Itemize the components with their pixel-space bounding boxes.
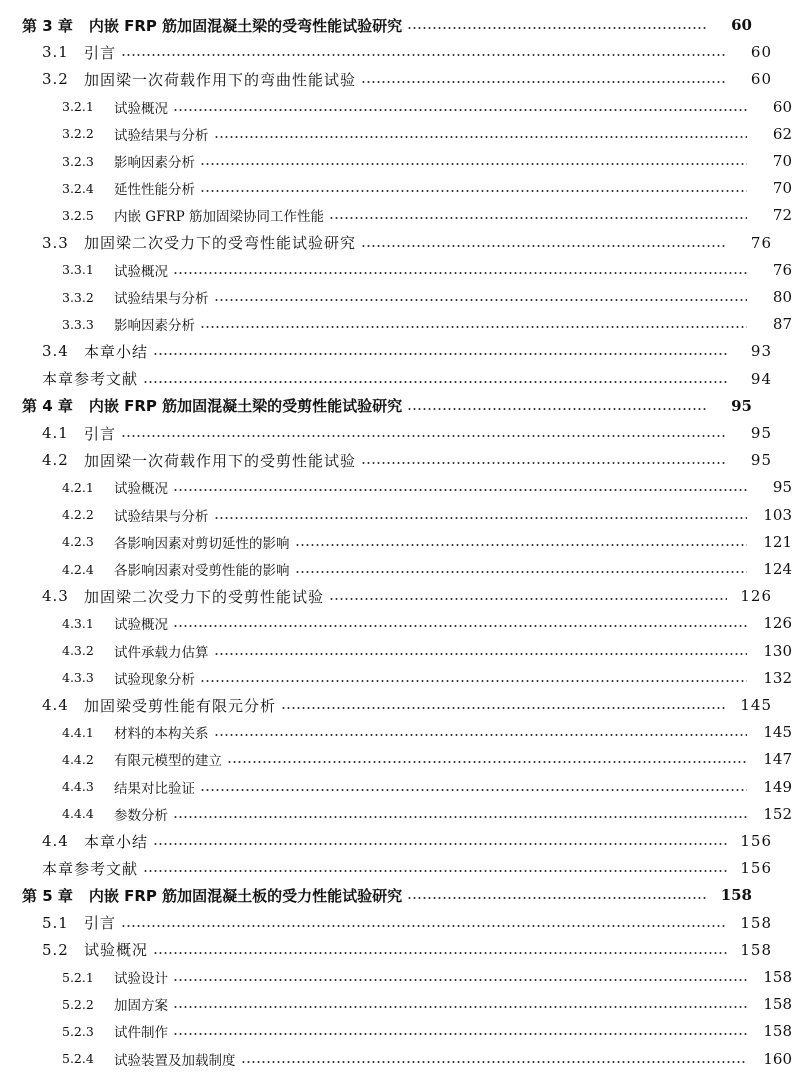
dot-leader bbox=[214, 653, 748, 655]
toc-entry-title: 试验概况 bbox=[114, 263, 168, 280]
toc-entry-sub bbox=[0, 202, 812, 228]
dot-leader bbox=[173, 1006, 747, 1008]
toc-entry-page-number: 158 bbox=[763, 1022, 792, 1041]
toc-entry-sub bbox=[0, 801, 812, 827]
toc-entry-page-number: 124 bbox=[763, 560, 792, 578]
toc-entry-sub bbox=[0, 774, 812, 800]
toc-entry-refs bbox=[0, 366, 792, 392]
toc-entry-page-number: 145 bbox=[763, 723, 792, 742]
toc-entry-number: 3.2.1 bbox=[62, 99, 94, 115]
dot-leader bbox=[200, 680, 747, 682]
toc-entry-number: 3.2.4 bbox=[62, 180, 94, 196]
dot-leader bbox=[295, 571, 748, 573]
toc-entry-number: 3.3.2 bbox=[62, 289, 94, 305]
toc-entry-section bbox=[0, 692, 792, 718]
toc-entry-sub bbox=[0, 556, 812, 582]
toc-entry-number: 4.1 bbox=[42, 424, 69, 442]
toc-entry-title: 试验概况 bbox=[114, 617, 168, 634]
toc-entry-number: 4.2.1 bbox=[62, 479, 94, 495]
dot-leader bbox=[214, 517, 748, 519]
toc-entry-number: 3.2.5 bbox=[62, 207, 94, 223]
toc-entry-title: 试验结果与分析 bbox=[114, 508, 209, 525]
toc-entry-sub bbox=[0, 719, 812, 745]
dot-leader bbox=[173, 109, 747, 111]
toc-entry-page-number: 126 bbox=[740, 587, 772, 606]
toc-entry-page-number: 60 bbox=[731, 16, 752, 34]
dot-leader bbox=[241, 1061, 748, 1063]
toc-entry-title: 试件承载力估算 bbox=[114, 644, 209, 661]
toc-entry-page-number: 60 bbox=[772, 97, 792, 116]
toc-entry-title: 加固梁二次受力下的受弯性能试验研究 bbox=[84, 234, 357, 253]
dot-leader bbox=[143, 870, 727, 872]
toc-entry-sub bbox=[0, 610, 812, 636]
toc-entry-chapter bbox=[0, 393, 772, 419]
toc-entry-number: 3.2.3 bbox=[62, 153, 94, 169]
toc-entry-title: 本章参考文献 bbox=[42, 370, 139, 389]
toc-entry-title: 内嵌 FRP 筋加固混凝土梁的受弯性能试验研究 bbox=[88, 16, 403, 35]
toc-entry-section bbox=[0, 447, 792, 473]
dot-leader bbox=[121, 925, 727, 927]
toc-entry-sub bbox=[0, 964, 812, 990]
dot-leader bbox=[214, 136, 748, 138]
toc-entry-number: 5.2.4 bbox=[62, 1051, 94, 1067]
toc-entry-title: 参数分析 bbox=[114, 807, 168, 824]
toc-entry-title: 试件制作 bbox=[114, 1025, 168, 1042]
toc-entry-number: 第 4 章 bbox=[22, 397, 73, 416]
toc-entry-title: 试验结果与分析 bbox=[114, 291, 209, 307]
toc-entry-page-number: 72 bbox=[772, 206, 792, 225]
toc-entry-section bbox=[0, 230, 792, 256]
toc-entry-title: 影响因素分析 bbox=[114, 155, 195, 171]
dot-leader bbox=[173, 816, 747, 818]
toc-entry-title: 试验概况 bbox=[84, 941, 149, 960]
dot-leader bbox=[295, 544, 748, 546]
toc-entry-title: 各影响因素对受剪性能的影响 bbox=[114, 563, 290, 579]
toc-entry-page-number: 103 bbox=[763, 505, 792, 524]
toc-entry-number: 4.2 bbox=[42, 451, 69, 470]
dot-leader bbox=[173, 979, 747, 981]
toc-entry-sub bbox=[0, 257, 812, 283]
dot-leader bbox=[200, 326, 747, 328]
toc-entry-sub bbox=[0, 284, 812, 310]
toc-entry-title: 有限元模型的建立 bbox=[114, 753, 222, 770]
toc-entry-title: 延性性能分析 bbox=[114, 182, 195, 199]
toc-entry-page-number: 95 bbox=[772, 478, 792, 497]
toc-entry-sub bbox=[0, 638, 812, 664]
toc-entry-section bbox=[0, 583, 792, 609]
toc-entry-page-number: 60 bbox=[750, 70, 772, 89]
dot-leader bbox=[329, 598, 727, 600]
toc-entry-number: 5.2.3 bbox=[62, 1023, 94, 1039]
dot-leader bbox=[214, 734, 748, 736]
toc-entry-sub bbox=[0, 474, 812, 500]
toc-entry-page-number: 156 bbox=[740, 859, 772, 878]
toc-entry-section bbox=[0, 828, 792, 854]
toc-entry-page-number: 121 bbox=[763, 532, 792, 551]
toc-entry-number: 4.4 bbox=[42, 832, 69, 850]
toc-entry-title: 试验概况 bbox=[114, 481, 168, 498]
toc-entry-title: 影响因素分析 bbox=[114, 318, 195, 335]
toc-entry-page-number: 158 bbox=[720, 886, 752, 905]
toc-entry-title: 本章小结 bbox=[84, 832, 149, 851]
toc-entry-number: 4.2.4 bbox=[62, 561, 94, 577]
toc-entry-sub bbox=[0, 148, 812, 174]
toc-entry-title: 加固梁受剪性能有限元分析 bbox=[84, 696, 277, 715]
toc-entry-number: 4.2.2 bbox=[62, 507, 94, 523]
dot-leader bbox=[121, 54, 727, 56]
toc-entry-title: 加固梁二次受力下的受剪性能试验 bbox=[84, 587, 325, 606]
dot-leader bbox=[143, 381, 727, 383]
dot-leader bbox=[153, 353, 727, 355]
toc-entry-number: 第 3 章 bbox=[22, 16, 73, 35]
dot-leader bbox=[173, 489, 747, 491]
toc-entry-sub bbox=[0, 665, 812, 691]
toc-entry-section bbox=[0, 39, 792, 65]
toc-entry-number: 3.2.2 bbox=[62, 126, 94, 142]
toc-entry-sub bbox=[0, 502, 812, 528]
toc-entry-number: 4.3.1 bbox=[62, 615, 94, 631]
toc-entry-page-number: 60 bbox=[750, 43, 772, 62]
toc-entry-chapter bbox=[0, 12, 772, 38]
toc-entry-title: 内嵌 FRP 筋加固混凝土梁的受剪性能试验研究 bbox=[88, 397, 403, 416]
toc-entry-title: 引言 bbox=[84, 424, 117, 443]
toc-entry-number: 第 5 章 bbox=[22, 886, 73, 905]
toc-entry-title: 加固梁一次荷载作用下的弯曲性能试验 bbox=[84, 70, 357, 89]
toc-entry-number: 5.2.1 bbox=[62, 969, 94, 985]
dot-leader bbox=[200, 163, 747, 165]
dot-leader bbox=[214, 299, 748, 301]
toc-entry-page-number: 147 bbox=[763, 750, 792, 769]
toc-entry-number: 4.4 bbox=[42, 696, 69, 714]
toc-entry-sub bbox=[0, 991, 812, 1017]
toc-entry-page-number: 158 bbox=[740, 913, 772, 932]
dot-leader bbox=[153, 952, 727, 954]
toc-entry-section bbox=[0, 937, 792, 963]
dot-leader bbox=[173, 272, 747, 274]
dot-leader bbox=[173, 625, 747, 627]
toc-entry-number: 4.2.3 bbox=[62, 534, 94, 550]
dot-leader bbox=[361, 81, 727, 83]
toc-entry-title: 试验结果与分析 bbox=[114, 127, 209, 144]
toc-entry-number: 3.3 bbox=[42, 233, 69, 252]
toc-entry-title: 试验现象分析 bbox=[114, 671, 195, 688]
toc-entry-sub bbox=[0, 175, 812, 201]
toc-entry-section bbox=[0, 420, 792, 446]
dot-leader bbox=[329, 217, 747, 219]
toc-entry-page-number: 160 bbox=[763, 1049, 792, 1068]
toc-entry-page-number: 95 bbox=[750, 424, 772, 442]
toc-entry-number: 3.4 bbox=[42, 342, 69, 361]
toc-entry-page-number: 132 bbox=[763, 668, 792, 687]
toc-entry-number: 5.2 bbox=[42, 940, 69, 959]
toc-entry-page-number: 70 bbox=[772, 152, 792, 170]
toc-entry-page-number: 156 bbox=[740, 832, 772, 850]
toc-entry-page-number: 76 bbox=[750, 233, 772, 252]
toc-entry-section bbox=[0, 910, 792, 936]
toc-entry-number: 4.4.3 bbox=[62, 779, 94, 795]
toc-entry-title: 材料的本构关系 bbox=[114, 726, 209, 743]
dot-leader bbox=[153, 843, 727, 845]
dot-leader bbox=[281, 707, 727, 709]
toc-entry-number: 4.3.2 bbox=[62, 643, 94, 659]
dot-leader bbox=[173, 1033, 747, 1035]
toc-entry-chapter bbox=[0, 882, 772, 908]
toc-entry-title: 本章参考文献 bbox=[42, 859, 139, 878]
toc-entry-number: 3.2 bbox=[42, 70, 69, 89]
toc-entry-page-number: 145 bbox=[740, 696, 772, 714]
toc-entry-page-number: 62 bbox=[772, 124, 792, 143]
toc-entry-sub bbox=[0, 311, 812, 337]
toc-entry-sub bbox=[0, 1046, 812, 1072]
toc-entry-title: 加固方案 bbox=[114, 998, 168, 1015]
dot-leader bbox=[407, 408, 707, 410]
toc-entry-number: 4.4.4 bbox=[62, 806, 94, 822]
toc-entry-page-number: 76 bbox=[772, 260, 792, 279]
toc-entry-page-number: 126 bbox=[763, 614, 792, 633]
toc-entry-title: 试验概况 bbox=[114, 100, 168, 117]
toc-entry-page-number: 80 bbox=[772, 288, 792, 306]
toc-entry-page-number: 152 bbox=[763, 804, 792, 823]
toc-entry-sub bbox=[0, 94, 812, 120]
toc-entry-page-number: 158 bbox=[740, 940, 772, 959]
toc-entry-title: 引言 bbox=[84, 43, 117, 62]
dot-leader bbox=[200, 789, 747, 791]
toc-entry-title: 加固梁一次荷载作用下的受剪性能试验 bbox=[84, 451, 357, 470]
toc-entry-page-number: 149 bbox=[763, 777, 792, 796]
toc-entry-page-number: 70 bbox=[772, 179, 792, 198]
toc-entry-page-number: 158 bbox=[763, 968, 792, 986]
toc-entry-number: 3.3.3 bbox=[62, 316, 94, 332]
toc-entry-refs bbox=[0, 855, 792, 881]
toc-entry-number: 3.1 bbox=[42, 43, 69, 62]
toc-entry-number: 4.3.3 bbox=[62, 670, 94, 686]
toc-entry-number: 4.4.1 bbox=[62, 724, 94, 740]
toc-entry-title: 本章小结 bbox=[84, 342, 149, 361]
toc-entry-title: 试验装置及加载制度 bbox=[114, 1052, 236, 1069]
toc-entry-sub bbox=[0, 529, 812, 555]
dot-leader bbox=[361, 462, 727, 464]
toc-entry-number: 3.3.1 bbox=[62, 262, 94, 278]
toc-entry-number: 4.4.2 bbox=[62, 751, 94, 767]
toc-entry-page-number: 95 bbox=[731, 396, 752, 415]
dot-leader bbox=[407, 27, 707, 29]
dot-leader bbox=[227, 761, 747, 763]
dot-leader bbox=[407, 897, 707, 899]
toc-entry-page-number: 94 bbox=[750, 369, 772, 388]
toc-entry-title: 各影响因素对剪切延性的影响 bbox=[114, 535, 290, 552]
toc-entry-title: 内嵌 GFRP 筋加固梁协同工作性能 bbox=[114, 209, 324, 226]
toc-entry-number: 5.1 bbox=[42, 913, 69, 932]
toc-entry-section bbox=[0, 66, 792, 92]
toc-entry-sub bbox=[0, 121, 812, 147]
dot-leader bbox=[200, 190, 747, 192]
dot-leader bbox=[361, 245, 727, 247]
toc-entry-page-number: 158 bbox=[763, 995, 792, 1014]
toc-entry-page-number: 87 bbox=[772, 315, 792, 334]
toc-entry-page-number: 130 bbox=[763, 641, 792, 660]
toc-entry-sub bbox=[0, 1018, 812, 1044]
toc-entry-title: 引言 bbox=[84, 914, 117, 933]
toc-entry-section bbox=[0, 338, 792, 364]
toc-entry-number: 4.3 bbox=[42, 587, 69, 606]
toc-entry-title: 结果对比验证 bbox=[114, 780, 195, 797]
toc-entry-page-number: 95 bbox=[750, 451, 772, 470]
toc-entry-title: 试验设计 bbox=[114, 971, 168, 987]
toc-entry-sub bbox=[0, 746, 812, 772]
toc-entry-title: 内嵌 FRP 筋加固混凝土板的受力性能试验研究 bbox=[88, 886, 403, 905]
dot-leader bbox=[121, 435, 727, 437]
toc-entry-number: 5.2.2 bbox=[62, 996, 94, 1012]
toc-entry-page-number: 93 bbox=[750, 342, 772, 361]
